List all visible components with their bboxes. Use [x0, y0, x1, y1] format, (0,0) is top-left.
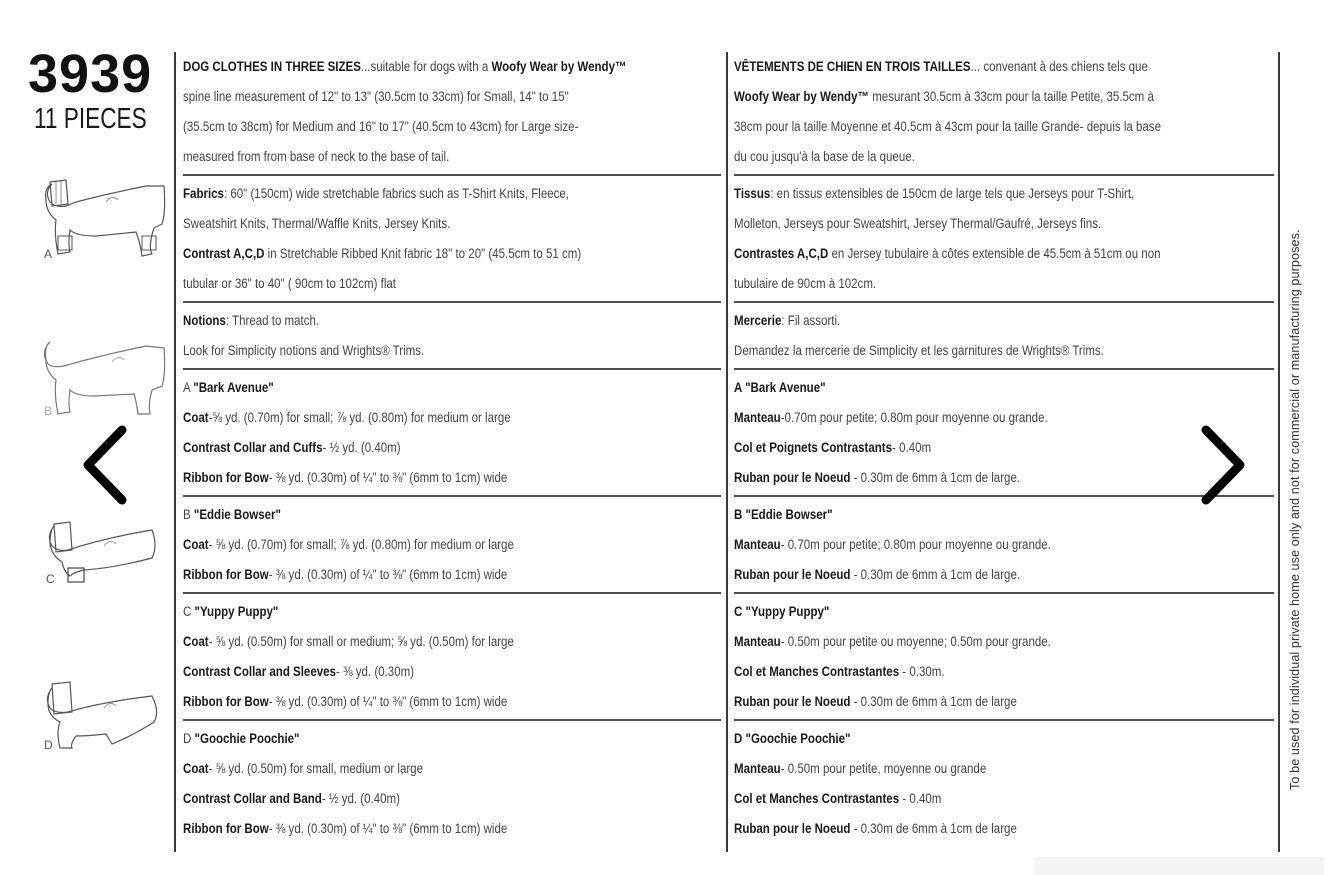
notions-line-1: Notions: Thread to match.	[183, 313, 320, 328]
fr-view-b-line-2: Ruban pour le Noeud - 0.30m de 6mm à 1cm de large.	[734, 567, 1021, 582]
contrast-line-1: Contrast A,C,D in Stretchable Ribbed Knit fabric 18" to 20" (45.5cm to 51 cm)	[183, 246, 582, 261]
pieces-count: 11 PIECES	[34, 103, 147, 135]
chevron-left-icon	[76, 420, 136, 510]
fr-contrast-line-1: Contrastes A,C,D en Jersey tubulaire à côtes extensible de 45.5cm à 51cm ou non	[734, 246, 1161, 261]
fr-view-c-line-3: Ruban pour le Noeud - 0.30m de 6mm à 1cm de large	[734, 694, 1017, 709]
fr-notions-line-2: Demandez la mercerie de Simplicity et les garnitures de Wrights® Trims.	[734, 343, 1104, 358]
notions-line-2: Look for Simplicity notions and Wrights® Trims.	[183, 343, 425, 358]
dog-coat-view-d-illustration	[42, 678, 162, 750]
fr-view-a-line-2: Col et Poignets Contrastants- 0.40m	[734, 440, 932, 455]
fr-view-a-title: A "Bark Avenue"	[734, 380, 826, 395]
fr-view-b-line-1: Manteau- 0.70m pour petite; 0.80m pour moyenne ou grande.	[734, 537, 1051, 552]
fr-view-c-title: C "Yuppy Puppy"	[734, 604, 830, 619]
view-c-line-2: Contrast Collar and Sleeves- ⅜ yd. (0.30m)	[183, 664, 415, 679]
chevron-right-icon	[1192, 420, 1252, 510]
intro-line-3: (35.5cm to 38cm) for Medium and 16" to 17" (40.5cm to 43cm) for Large size-	[183, 119, 579, 134]
intro-line-4: measured from from base of neck to the base of tail.	[183, 149, 450, 164]
view-label-a: A	[44, 247, 53, 261]
fr-view-d-line-1: Manteau- 0.50m pour petite, moyenne ou grande	[734, 761, 987, 776]
view-d-line-2: Contrast Collar and Band- ½ yd. (0.40m)	[183, 791, 400, 806]
fr-intro-line-1: VÊTEMENTS DE CHIEN EN TROIS TAILLES... convenant à des chiens tels que	[734, 59, 1148, 74]
view-a-line-2: Contrast Collar and Cuffs- ½ yd. (0.40m)	[183, 440, 401, 455]
fr-view-b-title: B "Eddie Bowser"	[734, 507, 833, 522]
fr-view-d-line-3: Ruban pour le Noeud - 0.30m de 6mm à 1cm de large	[734, 821, 1017, 836]
fr-view-a-line-3: Ruban pour le Noeud - 0.30m de 6mm à 1cm de large.	[734, 470, 1021, 485]
fabrics-line-1: Fabrics: 60" (150cm) wide stretchable fabrics such as T-Shirt Knits, Fleece,	[183, 186, 569, 201]
view-d-title: D "Goochie Poochie"	[183, 731, 300, 746]
dog-coat-view-a-illustration	[36, 172, 168, 258]
view-label-b: B	[44, 404, 53, 418]
fr-fabrics-line-1: Tissus: en tissus extensibles de 150cm de large tels que Jerseys pour T-Shirt,	[734, 186, 1135, 201]
view-b-line-1: Coat- ⅝ yd. (0.70m) for small; ⅞ yd. (0.80m) for medium or large	[183, 537, 514, 552]
fr-intro-line-3: 38cm pour la taille Moyenne et 40.5cm à 43cm pour la taille Grande- depuis la base	[734, 119, 1161, 134]
fr-view-d-line-2: Col et Manches Contrastantes - 0.40m	[734, 791, 942, 806]
fr-view-c-line-1: Manteau- 0.50m pour petite ou moyenne; 0.50m pour grande.	[734, 634, 1051, 649]
fr-fabrics-line-2: Molleton, Jerseys pour Sweatshirt, Jersey Thermal/Gaufré, Jerseys fins.	[734, 216, 1102, 231]
fr-view-c-line-2: Col et Manches Contrastantes - 0.30m.	[734, 664, 945, 679]
column-divider-left	[174, 52, 176, 852]
fr-intro-line-4: du cou jusqu'à la base de la queue.	[734, 149, 915, 164]
fr-notions-line-1: Mercerie: Fil assorti.	[734, 313, 841, 328]
view-label-d: D	[44, 738, 53, 752]
intro-line-2: spine line measurement of 12" to 13" (30.5cm to 33cm) for Small, 14" to 15"	[183, 89, 569, 104]
fr-view-d-title: D "Goochie Poochie"	[734, 731, 851, 746]
view-b-title: B "Eddie Bowser"	[183, 507, 281, 522]
view-a-line-3: Ribbon for Bow- ⅜ yd. (0.30m) of ¼" to ⅜" (6mm to 1cm) wide	[183, 470, 508, 485]
view-c-line-1: Coat- ⅝ yd. (0.50m) for small or medium; ⅝ yd. (0.50m) for large	[183, 634, 514, 649]
view-label-c: C	[46, 572, 55, 586]
fr-view-a-line-1: Manteau-0.70m pour petite; 0.80m pour moyenne ou grande.	[734, 410, 1048, 425]
fr-contrast-line-2: tubulaire de 90cm à 102cm.	[734, 276, 877, 291]
column-divider-middle	[726, 52, 728, 852]
view-d-line-1: Coat- ⅝ yd. (0.50m) for small, medium or large	[183, 761, 423, 776]
contrast-line-2: tubular or 36" to 40" ( 90cm to 102cm) flat	[183, 276, 397, 291]
usage-disclaimer: To be used for individual private home use only and not for commercial or manufacturing purposes.	[1288, 229, 1302, 790]
view-d-line-3: Ribbon for Bow- ⅜ yd. (0.30m) of ¼" to ⅜" (6mm to 1cm) wide	[183, 821, 508, 836]
english-instructions	[183, 52, 721, 844]
view-c-line-3: Ribbon for Bow- ⅜ yd. (0.30m) of ¼" to ⅜" (6mm to 1cm) wide	[183, 694, 508, 709]
dog-coat-view-b-illustration	[38, 334, 168, 418]
dog-coat-view-c-illustration	[44, 516, 160, 590]
fr-intro-line-2: Woofy Wear by Wendy™ mesurant 30.5cm à 33cm pour la taille Petite, 35.5cm à	[734, 89, 1154, 104]
fabrics-line-2: Sweatshirt Knits, Thermal/Waffle Knits, Jersey Knits.	[183, 216, 451, 231]
column-divider-right	[1278, 52, 1280, 852]
previous-image-button[interactable]	[76, 420, 136, 510]
view-a-line-1: Coat-⅝ yd. (0.70m) for small; ⅞ yd. (0.80m) for medium or large	[183, 410, 511, 425]
view-b-line-2: Ribbon for Bow- ⅜ yd. (0.30m) of ¼" to ⅜" (6mm to 1cm) wide	[183, 567, 508, 582]
next-image-button[interactable]	[1192, 420, 1252, 510]
intro-line-1: DOG CLOTHES IN THREE SIZES...suitable for dogs with a Woofy Wear by Wendy™	[183, 59, 627, 74]
view-c-title: C "Yuppy Puppy"	[183, 604, 279, 619]
pattern-number: 3939	[28, 44, 153, 104]
bottom-panel	[1034, 857, 1324, 875]
view-a-title: A "Bark Avenue"	[183, 380, 274, 395]
